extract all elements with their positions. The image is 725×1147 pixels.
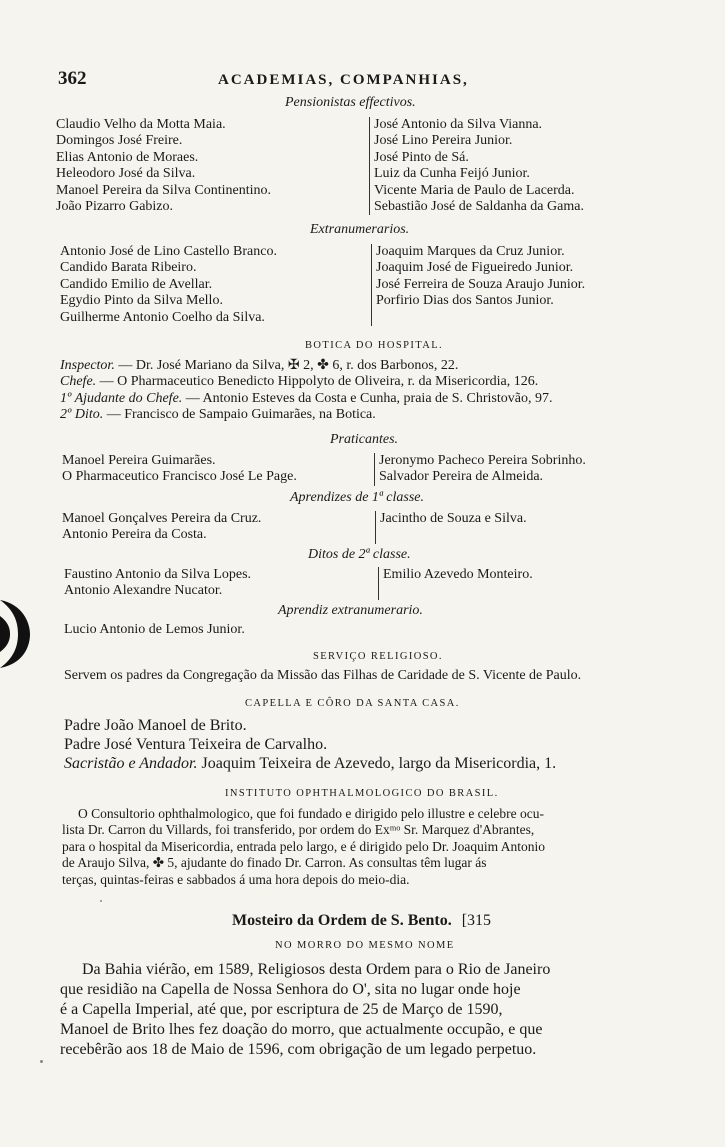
page-header (58, 68, 528, 90)
paragraph-line: de Araujo Silva, ✤ 5, ajudante do finado Dr. Carron. As consultas têm lugar ás (62, 855, 487, 871)
praticantes-list (62, 453, 662, 486)
page-number: 362 (58, 68, 87, 89)
aprendizes-1-list (62, 511, 662, 544)
list-item: José Lino Pereira Junior. (374, 133, 513, 149)
list-item: José Antonio da Silva Vianna. (374, 117, 543, 132)
paragraph-line: que residião na Capella de Nossa Senhora do O', sita no lugar onde hoje (60, 981, 521, 998)
staff-role: 2º Dito. (60, 407, 104, 423)
paragraph-line: é a Capella Imperial, até que, por escriptura de 25 de Março de 1590, (60, 1001, 503, 1018)
list-item: O Pharmaceutico Francisco José Le Page. (62, 469, 297, 485)
capella-title: CAPELLA E CÔRO DA SANTA CASA. (245, 698, 460, 709)
instituto-text (62, 806, 722, 888)
list-item: Salvador Pereira de Almeida. (379, 469, 544, 485)
list-item: José Ferreira de Souza Araujo Junior. (376, 276, 586, 292)
mosteiro-ref: [315 (461, 912, 492, 929)
staff-detail: Joaquim Teixeira de Azevedo, largo da Misericordia, 1. (197, 755, 557, 772)
list-spacer (380, 527, 662, 543)
extranumerarios-title: Extranumerarios. (310, 222, 410, 237)
staff-detail: — O Pharmaceutico Benedicto Hippolyto de Oliveira, r. da Misericordia, 126. (96, 374, 539, 390)
list-item: Joaquim Marques da Cruz Junior. (376, 244, 565, 259)
list-item: Manoel Pereira da Silva Continentino. (56, 182, 272, 198)
aprendiz-extra-name (64, 622, 245, 638)
paragraph-line: Manoel de Brito lhes fez doação do morro, que actualmente occupão, e que (60, 1021, 543, 1038)
mosteiro-heading (232, 912, 491, 930)
extranumerarios-right-column (371, 244, 660, 326)
list-item: Candido Emilio de Avellar. (60, 276, 213, 292)
aprendizes-2-right-column (378, 567, 664, 600)
list-item: Joaquim José de Figueiredo Junior. (376, 260, 574, 276)
aprendizes-1-left-column (62, 511, 375, 544)
paragraph-line: O Consultorio ophthalmologico, que foi fundado e dirigido pelo illustre e celebre ocu- (78, 806, 545, 821)
list-item: Antonio Alexandre Nucator. (64, 583, 223, 599)
margin-ornament-icon (0, 594, 34, 674)
list-item: Manoel Gonçalves Pereira da Cruz. (62, 511, 262, 526)
list-item: Emilio Azevedo Monteiro. (383, 567, 533, 582)
paragraph-line: lista Dr. Carron du Villards, foi transferido, por ordem do Exᵐᵒ Sr. Marquez d'Abrantes, (62, 822, 535, 838)
aprendizes-2-title: Ditos de 2ª classe. (308, 547, 411, 562)
list-item: Manoel Pereira Guimarães. (62, 453, 216, 468)
botica-staff (60, 358, 710, 424)
pensionistas-list (56, 117, 656, 215)
list-item: Faustino Antonio da Silva Lopes. (64, 567, 252, 582)
aprendiz-extra-title: Aprendiz extranumerario. (278, 603, 423, 618)
mosteiro-subtitle: NO MORRO DO MESMO NOME (275, 940, 455, 951)
list-item: Porfirio Dias dos Santos Junior. (376, 293, 554, 309)
servico-text (64, 668, 714, 684)
list-item: José Pinto de Sá. (374, 149, 469, 165)
pensionistas-left-column (56, 117, 369, 215)
paragraph-line: terças, quintas-feiras e sabbados á uma hora depois do meio-dia. (62, 871, 410, 887)
list-spacer (383, 583, 664, 599)
praticantes-left-column (62, 453, 374, 486)
aprendizes-1-right-column (375, 511, 662, 544)
praticantes-title: Praticantes. (330, 432, 399, 447)
list-item: Claudio Velho da Motta Maia. (56, 117, 226, 132)
praticantes-right-column (374, 453, 662, 486)
staff-role: Sacristão e Andador. (64, 755, 198, 772)
list-item: João Pizarro Gabizo. (56, 199, 174, 215)
aprendizes-2-list (64, 567, 664, 600)
list-item: Domingos José Freire. (56, 133, 183, 149)
list-item: Lucio Antonio de Lemos Junior. (64, 622, 245, 637)
mosteiro-text (60, 960, 720, 1060)
list-item: Sebastião José de Saldanha da Gama. (374, 199, 584, 215)
extranumerarios-list (60, 244, 660, 326)
botica-title: BOTICA DO HOSPITAL. (305, 340, 444, 351)
list-item: Vicente Maria de Paulo de Lacerda. (374, 182, 575, 198)
list-item: Heleodoro José da Silva. (56, 166, 196, 182)
list-item: Antonio José de Lino Castello Branco. (60, 244, 277, 259)
staff-detail: — Dr. José Mariano da Silva, ✠ 2, ✤ 6, r. dos Barbonos, 22. (114, 358, 459, 373)
list-item: Egydio Pinto da Silva Mello. (60, 293, 223, 309)
page-speck (100, 900, 102, 902)
page-speck (40, 1060, 43, 1063)
list-item: Elias Antonio de Moraes. (56, 149, 199, 165)
list-item: Jeronymo Pacheco Pereira Sobrinho. (379, 453, 586, 468)
running-title: ACADEMIAS, COMPANHIAS, (218, 72, 469, 88)
list-item: Antonio Pereira da Costa. (62, 527, 207, 543)
list-item: Jacintho de Souza e Silva. (380, 511, 527, 526)
pensionistas-title: Pensionistas effectivos. (285, 95, 416, 110)
list-item: Guilherme Antonio Coelho da Silva. (60, 309, 265, 325)
paragraph-line: recebêrão aos 18 de Maio de 1596, com obrigação de um legado perpetuo. (60, 1041, 537, 1058)
extranumerarios-left-column (60, 244, 371, 326)
capella-staff (64, 716, 714, 773)
staff-role: 1º Ajudante do Chefe. (60, 390, 183, 406)
staff-detail: — Francisco de Sampaio Guimarães, na Botica. (103, 407, 376, 423)
paragraph-line: Servem os padres da Congregação da Missão das Filhas de Caridade de S. Vicente de Paulo. (64, 668, 582, 683)
list-item: Padre João Manoel de Brito. (64, 717, 247, 734)
list-spacer (376, 310, 660, 326)
staff-detail: — Antonio Esteves da Costa e Cunha, praia de S. Christovão, 97. (182, 390, 553, 406)
staff-role: Chefe. (60, 374, 97, 390)
list-item: Candido Barata Ribeiro. (60, 260, 197, 276)
staff-role: Inspector. (60, 358, 115, 373)
servico-title: SERVIÇO RELIGIOSO. (313, 651, 443, 662)
paragraph-line: para o hospital da Misericordia, entrada pelo largo, e é dirigido pelo Dr. Joaquim Antonio (62, 838, 546, 854)
instituto-title: INSTITUTO OPHTHALMOLOGICO DO BRASIL. (225, 788, 499, 799)
aprendizes-1-title: Aprendizes de 1ª classe. (290, 490, 424, 505)
aprendizes-2-left-column (64, 567, 378, 600)
list-item: Luiz da Cunha Feijó Junior. (374, 166, 530, 182)
paragraph-line: Da Bahia viérão, em 1589, Religiosos desta Ordem para o Rio de Janeiro (82, 961, 551, 978)
list-item: Padre José Ventura Teixeira de Carvalho. (64, 736, 328, 753)
mosteiro-title: Mosteiro da Ordem de S. Bento. (232, 912, 452, 929)
pensionistas-right-column (369, 117, 656, 215)
